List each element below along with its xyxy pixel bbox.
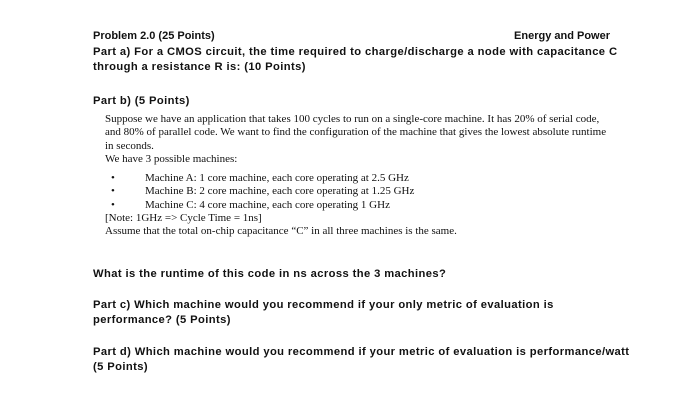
capacitance-assumption: Assume that the total on-chip capacitance “C” in all three machines is the same. — [105, 225, 457, 237]
machine-a: Machine A: 1 core machine, each core operating at 2.5 GHz — [145, 172, 409, 184]
machine-b: Machine B: 2 core machine, each core operating at 1.25 GHz — [145, 185, 415, 198]
bullet-icon: • — [111, 185, 115, 198]
machine-c: Machine C: 4 core machine, each core operating 1 GHz — [145, 198, 390, 211]
list-item — [105, 185, 615, 198]
bullet-icon: • — [111, 172, 115, 184]
problem-topic: Energy and Power — [514, 30, 610, 42]
problem-title: Problem 2.0 (25 Points) — [93, 30, 215, 42]
part-b-title: Part b) (5 Points) — [93, 95, 190, 107]
machines-intro: We have 3 possible machines: — [105, 152, 238, 165]
cycle-time-note: [Note: 1GHz => Cycle Time = 1ns] — [105, 212, 262, 224]
list-item — [105, 172, 615, 185]
part-a-question: Part a) For a CMOS circuit, the time required to charge/discharge a node with capacitance C through a resistance R is: (10 Points) — [93, 46, 618, 73]
runtime-question: What is the runtime of this code in ns across the 3 machines? — [93, 268, 447, 280]
machine-list — [105, 172, 615, 212]
part-d-question: Part d) Which machine would you recommend if your metric of evaluation is performance/watt (5 Points) — [93, 346, 630, 373]
part-c-question: Part c) Which machine would you recommend if your only metric of evaluation is performance? (5 Points) — [93, 299, 554, 326]
part-b-paragraph — [105, 113, 615, 166]
bullet-icon: • — [111, 198, 115, 211]
problem-header — [93, 30, 610, 46]
list-item — [105, 199, 615, 212]
part-b-description: Suppose we have an application that takes 100 cycles to run on a single-core machine. It has 20% of serial code, and 80% of parallel code. We want to find the configuration of the machine that gives the lowest absolute runtime in seconds. — [105, 113, 607, 152]
